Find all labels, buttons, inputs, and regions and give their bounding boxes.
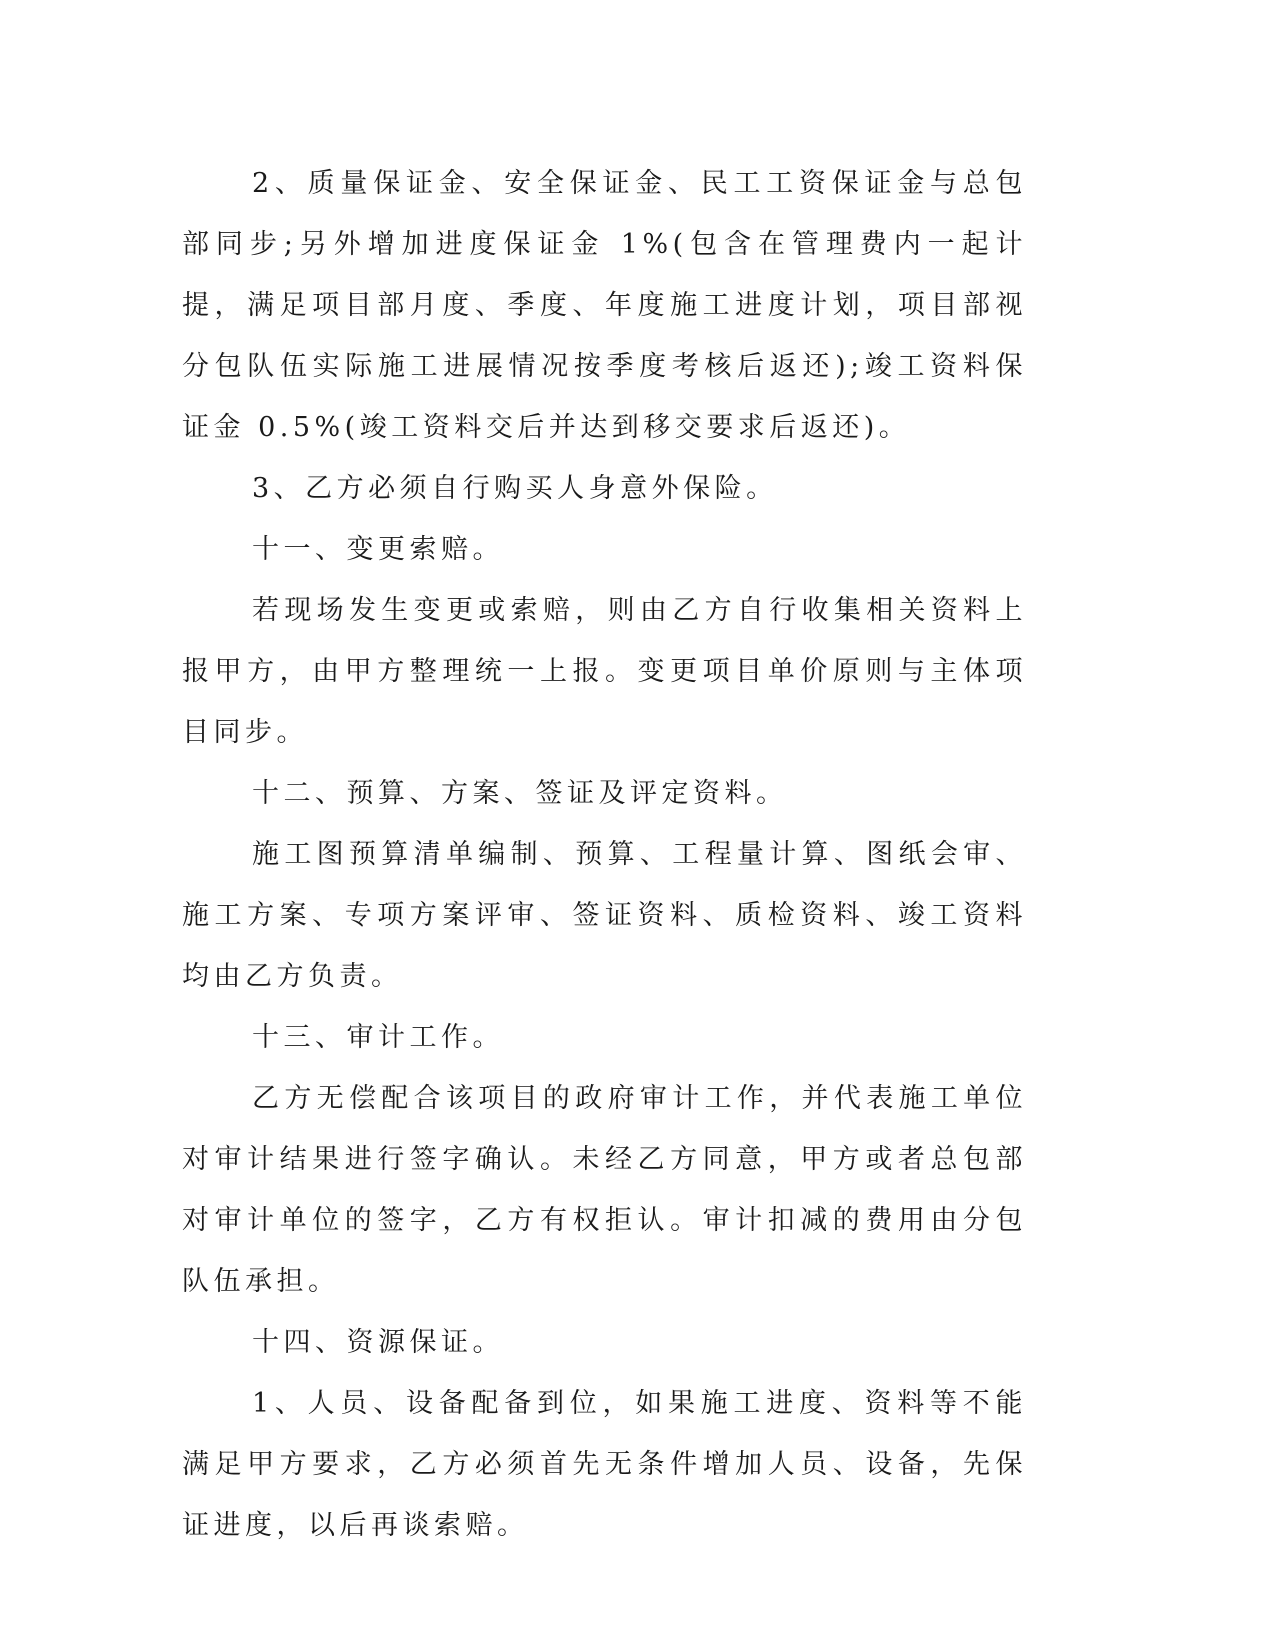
section-13-body: 乙方无偿配合该项目的政府审计工作，并代表施工单位对审计结果进行签字确认。未经乙方同意，甲方或者总包部对审计单位的签字，乙方有权拒认。审计扣减的费用由分包队伍承担。 [182, 1083, 1027, 1297]
section-11-body: 若现场发生变更或索赔，则由乙方自行收集相关资料上报甲方，由甲方整理统一上报。变更项目单价原则与主体项目同步。 [182, 595, 1027, 748]
clause-2-guarantee-deposits: 2、质量保证金、安全保证金、民工工资保证金与总包部同步;另外增加进度保证金 1%(包含在管理费内一起计提，满足项目部月度、季度、年度施工进度计划，项目部视分包队伍实际施工进展情况按季度考核后返还);竣工资料保证金 0.5%(竣工资料交后并达到移交要求后返还)。 [182, 168, 1027, 443]
document-body [182, 153, 1027, 1556]
section-heading-14: 十四、资源保证。 [252, 1327, 504, 1358]
section-heading-12: 十二、预算、方案、签证及评定资料。 [252, 778, 788, 809]
clause-3-accident-insurance: 3、乙方必须自行购买人身意外保险。 [252, 473, 778, 504]
section-14-clause-1: 1、人员、设备配备到位，如果施工进度、资料等不能满足甲方要求，乙方必须首先无条件增加人员、设备，先保证进度，以后再谈索赔。 [182, 1388, 1027, 1541]
section-heading-13: 十三、审计工作。 [252, 1022, 504, 1053]
section-heading-11: 十一、变更索赔。 [252, 534, 504, 565]
section-12-body: 施工图预算清单编制、预算、工程量计算、图纸会审、施工方案、专项方案评审、签证资料、质检资料、竣工资料均由乙方负责。 [182, 839, 1027, 992]
